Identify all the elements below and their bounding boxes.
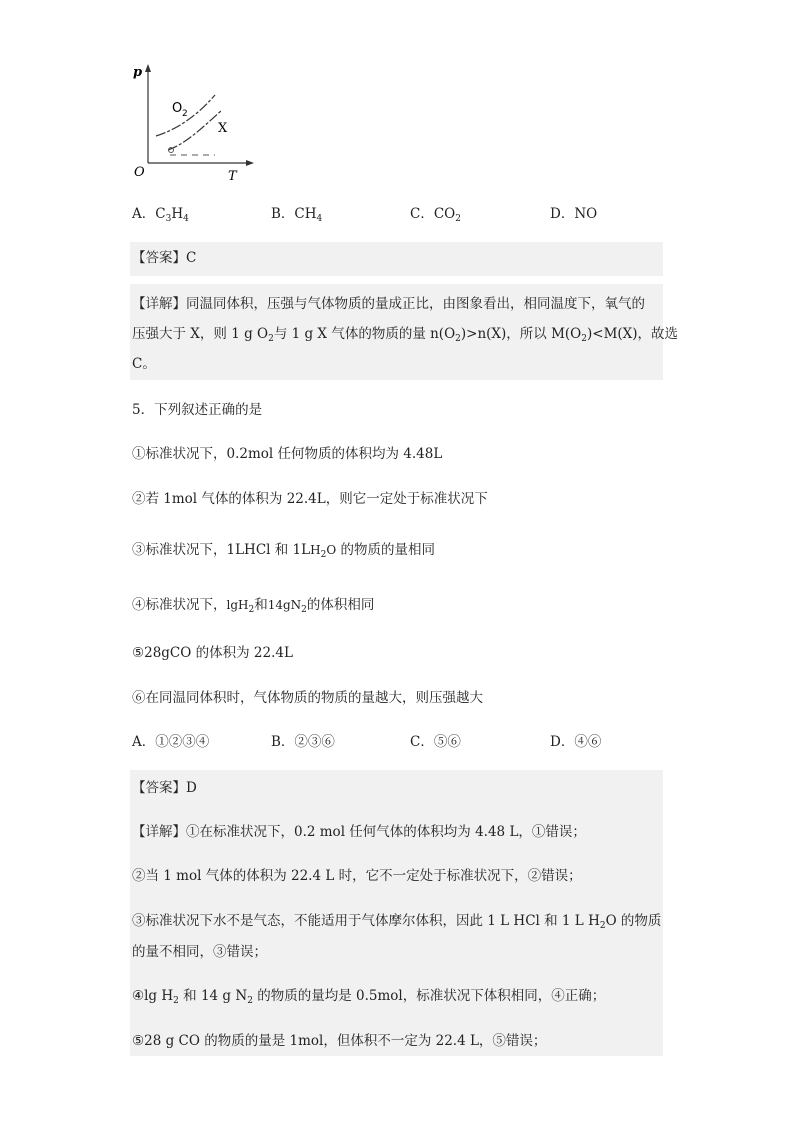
q4-option-c: C．$CO_2$ xyxy=(410,206,461,224)
q5-detail-4: ④lg $H_2$ 和 14 g $N_2$ 的物质的量均是 0.5mol，标准状况下体积相同，④正确； xyxy=(132,988,606,1006)
q5-option-b: B．②③⑥ xyxy=(271,734,335,750)
q5-detail-5: ⑤28 g CO 的物质的量是 1mol，但体积不一定为 22.4 L，⑤错误； xyxy=(132,1033,547,1049)
q5-detail-2: ②当 1 mol 气体的体积为 22.4 L 时，它不一定处于标准状况下，②错误； xyxy=(132,868,582,884)
x-curve xyxy=(168,110,222,150)
o2-label-sub: 2 xyxy=(182,109,188,119)
q5-detail-3b: 的量不相同，③错误； xyxy=(132,944,267,960)
q5-option-c: C．⑤⑥ xyxy=(410,734,461,750)
q4-option-a: A．$C_3H_4$ xyxy=(132,206,189,224)
q4-detail-line3: C。 xyxy=(132,356,156,372)
x-axis-label: T xyxy=(228,169,237,183)
origin-label: O xyxy=(134,165,145,180)
x-label: X xyxy=(218,121,228,136)
q5-detail-1: 【详解】①在标准状况下，0.2 mol 任何气体的体积均为 4.48 L，①错误； xyxy=(132,824,586,840)
q5-item-2: ②若 1mol 气体的体积为 22.4L，则它一定处于标准状况下 xyxy=(132,491,488,507)
q5-item-4: ④标准状况下，lgH$_2$和$14gN_2$的体积相同 xyxy=(132,597,375,615)
q4-answer-box xyxy=(130,242,663,276)
q5-option-a: A．①②③④ xyxy=(132,734,210,750)
q4-option-d: D．NO xyxy=(550,206,598,222)
q4-option-b: B．$CH_4$ xyxy=(271,206,323,224)
y-axis-label: p xyxy=(133,65,143,80)
q5-item-1: ①标准状况下，0.2mol 任何物质的体积均为 4.48L xyxy=(132,446,443,462)
pressure-temperature-graph xyxy=(130,58,260,183)
q5-item-3: ③标准状况下，1LHCl 和 $1LH_2O$ 的物质的量相同 xyxy=(132,542,435,560)
o2-label: O xyxy=(172,101,183,116)
q5-item-5: ⑤28gCO 的体积为 22.4L xyxy=(132,645,293,661)
x-axis-arrow xyxy=(246,160,254,166)
q5-option-d: D．④⑥ xyxy=(550,734,602,750)
q5-stem: 5．下列叙述正确的是 xyxy=(132,402,263,418)
q4-detail-line1: 【详解】同温同体积，压强与气体物质的量成正比，由图象看出，相同温度下，氧气的 xyxy=(132,296,645,312)
q5-detail-3a: ③标准状况下水不是气态，不能适用于气体摩尔体积，因此 1 L HCl 和 1 L $H_2O$ 的物质 xyxy=(132,913,662,931)
q4-answer: 【答案】C xyxy=(132,250,197,266)
y-axis-arrow xyxy=(145,64,151,72)
q4-detail-line2: 压强大于 X，则 1 g $O_2$与 1 g X 气体的物质的量 $n(O_2)>n(X)$，所以 $M(O_2)<M(X)$，故选 xyxy=(132,326,679,344)
q5-answer: 【答案】D xyxy=(132,780,197,796)
q5-item-6: ⑥在同温同体积时，气体物质的物质的量越大，则压强越大 xyxy=(132,690,483,706)
